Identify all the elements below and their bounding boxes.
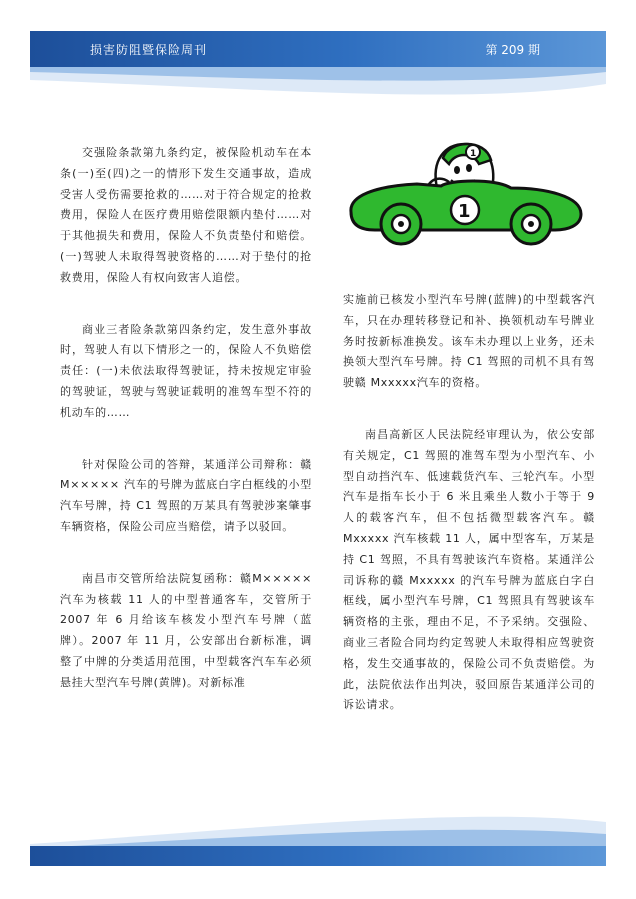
left-column (60, 143, 312, 694)
paragraph-court-ruling: 南昌高新区人民法院经审理认为，依公安部有关规定，C1 驾照的准驾车型为小型汽车、小型自动挡汽车、低速载货汽车、三轮汽车。小型汽车是指车长小于 6 米且乘坐人数小于等于 9 人的载客汽车，但不包括微型载客汽车。赣 Mxxxxx 汽车核载 11 人，属中型客车，万某是持 C1 驾照，不具有驾驶该汽车资格。某通洋公司诉称的赣 Mxxxxx 的汽车号牌为蓝底白字白框线，属小型汽车号牌，C1 驾照具有驾驶该车辆资格的主张，理由不足，不予采纳。交强险、商业三者险合同均约定驾驶人未取得相应驾驶资格，发生交通事故的，保险公司不负责赔偿。为此，法院依法作出判决，驳回原告某通洋公司的诉讼请求。 (343, 427, 595, 712)
paragraph-traffic-reply: 南昌市交管所给法院复函称：赣M×××××汽车为核载 11 人的中型普通客车，交管所于 2007 年 6 月给该车核发小型汽车号牌（蓝牌）。2007 年 11 月，公安部出台新标准，调整了中牌的分类适用范围，中型载客汽车车必须悬挂大型汽车号牌(黄牌)。对新标准 (60, 571, 312, 689)
paragraph-standard-continuation: 实施前已核发小型汽车号牌(蓝牌)的中型载客汽车，只在办理转移登记和补、换领机动车号牌业务时按新标准换发。该车未办理以上业务，还未换领大型汽车号牌。持 C1 驾照的司机不具有驾驶赣 Mxxxxx汽车的资格。 (343, 293, 595, 390)
paragraph-jqx-clause: 交强险条款第九条约定，被保险机动车在本条(一)至(四)之一的情形下发生交通事故，造成受害人受伤需要抢救的……对于符合规定的抢救费用，保险人在医疗费用赔偿限额内垫付……对于其他损失和费用，保险人不负责垫付和赔偿。(一)驾驶人未取得驾驶资格的……对于垫付的抢救费用，保险人有权向致害人追偿。 (60, 146, 312, 284)
paragraph-defense: 针对保险公司的答辩，某通洋公司辩称：赣M××××× 汽车的号牌为蓝底白字白框线的小型汽车号牌，持 C1 驾照的万某具有驾驶涉案肇事车辆资格，保险公司应当赔偿，请予以驳回。 (60, 457, 312, 533)
svg-text:1: 1 (470, 149, 477, 159)
page-header-banner (30, 31, 606, 67)
race-car-icon (345, 130, 585, 248)
svg-text:1: 1 (458, 201, 471, 222)
issue-number: 第 209 期 (485, 43, 540, 57)
front-wheel (381, 204, 421, 244)
footer-swoosh (0, 800, 636, 850)
header-swoosh (0, 66, 636, 126)
paragraph-sanzhe-clause: 商业三者险条款第四条约定，发生意外事故时，驾驶人有以下情形之一的，保险人不负赔偿责任：(一)未依法取得驾驶证，持未按规定审验的驾驶证，驾驶与驾驶证载明的准驾车型不符的机动车的…… (60, 322, 312, 419)
rear-wheel (511, 204, 551, 244)
page-footer-banner (30, 846, 606, 866)
publication-title: 损害防阻暨保险周刊 (90, 43, 208, 57)
right-column (343, 290, 595, 716)
